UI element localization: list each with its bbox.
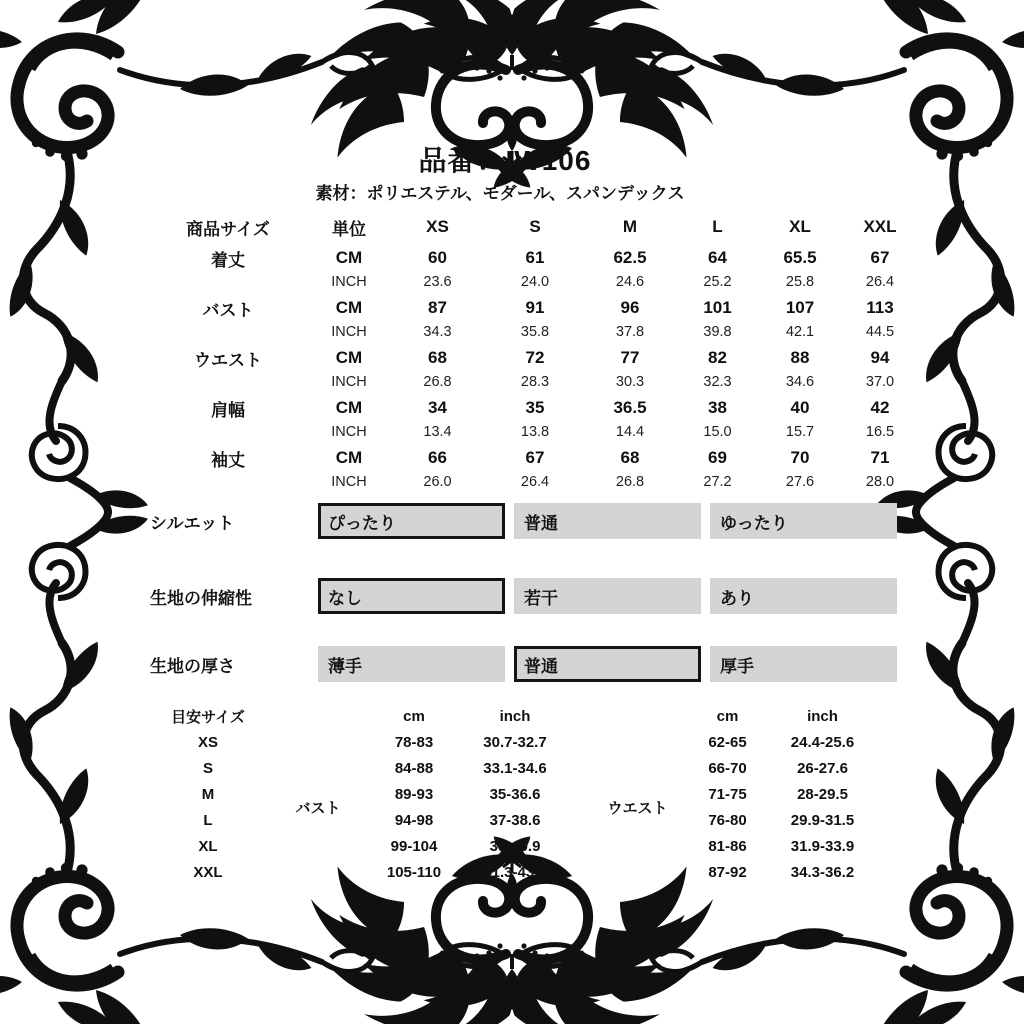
- measure-label: 肩幅: [211, 400, 245, 420]
- value-cell: 42: [870, 398, 890, 417]
- value-cell: 66: [428, 448, 447, 467]
- value-cell: 88: [790, 348, 810, 367]
- value-cell: 61: [525, 248, 545, 267]
- value-cell: 34: [428, 398, 447, 417]
- attribute-row-thickness: [150, 643, 920, 685]
- waist-group-label: ウエスト: [607, 799, 668, 817]
- value-cell: 15.0: [703, 423, 732, 440]
- value-cell: 28.0: [865, 473, 895, 490]
- value-cell: 78-83: [394, 733, 434, 751]
- measure-row-inch: [148, 321, 920, 342]
- value-cell: 62.5: [613, 248, 647, 267]
- value-cell: 14.4: [615, 423, 645, 440]
- value-cell: 24.4-25.6: [790, 733, 855, 751]
- value-cell: 26.8: [615, 473, 645, 490]
- value-cell: 77: [620, 348, 640, 367]
- value-cell: 25.2: [703, 273, 732, 290]
- option-box: 若干: [514, 578, 701, 614]
- value-cell: 107: [785, 298, 815, 317]
- value-cell: 37.8: [615, 323, 645, 340]
- size-table-title: 商品サイズ: [186, 219, 270, 239]
- measure-label: 袖丈: [211, 450, 245, 470]
- value-cell: 96: [620, 298, 640, 317]
- size-table-header-row: [148, 212, 920, 242]
- value-cell: 81-86: [708, 837, 747, 855]
- measure-label: ウエスト: [194, 350, 262, 370]
- value-cell: 82: [708, 348, 727, 367]
- value-cell: 65.5: [783, 248, 817, 267]
- value-cell: 27.6: [785, 473, 815, 490]
- value-cell: 71: [870, 448, 890, 467]
- value-cell: 38: [708, 398, 727, 417]
- value-cell: 94-98: [394, 811, 434, 829]
- reference-row: [148, 781, 875, 807]
- value-cell: 37-38.6: [489, 811, 541, 829]
- value-cell: 16.5: [865, 423, 895, 440]
- size-col-header: M: [622, 217, 638, 236]
- value-cell: 68: [428, 348, 447, 367]
- option-box: ゆったり: [710, 503, 897, 539]
- measure-row-cm: [148, 292, 920, 321]
- unit-cell: INCH: [331, 473, 367, 490]
- ref-size: XS: [197, 733, 218, 751]
- cm-header: cm: [403, 707, 425, 725]
- value-cell: 70: [790, 448, 810, 467]
- reference-table-title: 目安サイズ: [171, 708, 245, 726]
- unit-cell: CM: [335, 298, 363, 317]
- inch-header: inch: [499, 707, 531, 725]
- value-cell: 26.0: [423, 473, 452, 490]
- value-cell: 15.7: [785, 423, 815, 440]
- ref-size: M: [201, 785, 215, 803]
- ref-size: XXL: [193, 863, 223, 881]
- value-cell: 35: [525, 398, 545, 417]
- value-cell: 31.9-33.9: [790, 837, 855, 855]
- reference-header-row: [148, 703, 875, 729]
- measure-row-inch: [148, 271, 920, 292]
- size-col-header: S: [529, 217, 541, 236]
- value-cell: 27.2: [703, 473, 732, 490]
- material-line: 素材：ポリエステル、モダール、スパンデックス: [315, 184, 685, 203]
- value-cell: 33.1-34.6: [483, 759, 547, 777]
- unit-cell: INCH: [331, 323, 367, 340]
- value-cell: 34.3: [423, 323, 452, 340]
- product-number-title: 品番：IW106: [418, 145, 592, 176]
- value-cell: 25.8: [785, 273, 815, 290]
- unit-cell: INCH: [331, 423, 367, 440]
- value-cell: 34.6: [785, 373, 815, 390]
- value-cell: 94: [870, 348, 890, 367]
- value-cell: 24.6: [615, 273, 645, 290]
- reference-row: [148, 833, 875, 859]
- ref-size: S: [202, 759, 213, 777]
- option-box-selected: なし: [318, 578, 505, 614]
- value-cell: 32.3: [703, 373, 732, 390]
- value-cell: 41.3-43.3: [483, 863, 547, 881]
- unit-cell: INCH: [331, 373, 367, 390]
- value-cell: 13.4: [423, 423, 452, 440]
- value-cell: 42.1: [785, 323, 815, 340]
- value-cell: 87: [428, 298, 447, 317]
- value-cell: 37.0: [865, 373, 895, 390]
- unit-cell: CM: [335, 248, 363, 267]
- value-cell: 26.4: [865, 273, 895, 290]
- measure-row-inch: [148, 371, 920, 392]
- value-cell: 34.3-36.2: [790, 863, 855, 881]
- value-cell: 69: [708, 448, 727, 467]
- value-cell: 76-80: [708, 811, 747, 829]
- measure-row-cm: [148, 242, 920, 271]
- value-cell: 26.4: [520, 473, 550, 490]
- value-cell: 87-92: [708, 863, 747, 881]
- value-cell: 36.5: [613, 398, 647, 417]
- value-cell: 35.8: [520, 323, 550, 340]
- value-cell: 40: [790, 398, 810, 417]
- value-cell: 13.8: [520, 423, 550, 440]
- ref-size: L: [203, 811, 213, 829]
- measure-label: 着丈: [211, 250, 245, 270]
- size-col-header: XXL: [863, 217, 897, 236]
- value-cell: 24.0: [520, 273, 550, 290]
- attribute-row-stretch: [150, 575, 920, 617]
- option-box-selected: 普通: [514, 646, 701, 682]
- size-col-header: L: [712, 217, 723, 236]
- measure-label: バスト: [202, 300, 254, 320]
- value-cell: 66-70: [708, 759, 747, 777]
- reference-size-table: [148, 703, 875, 885]
- reference-row: [148, 729, 875, 755]
- value-cell: 39-40.9: [489, 837, 541, 855]
- value-cell: 28.3: [520, 373, 550, 390]
- value-cell: 91: [525, 298, 545, 317]
- value-cell: 26.8: [423, 373, 452, 390]
- attribute-row-silhouette: [150, 500, 920, 542]
- attribute-label: シルエット: [150, 513, 235, 533]
- measure-row-cm: [148, 342, 920, 371]
- value-cell: 99-104: [390, 837, 438, 855]
- measure-row-inch: [148, 421, 920, 442]
- option-box: あり: [710, 578, 897, 614]
- value-cell: 67: [525, 448, 545, 467]
- option-box: 厚手: [710, 646, 897, 682]
- value-cell: 29.9-31.5: [790, 811, 855, 829]
- value-cell: 68: [620, 448, 640, 467]
- value-cell: 60: [428, 248, 447, 267]
- inch-header: inch: [807, 707, 838, 725]
- value-cell: 113: [866, 298, 894, 317]
- measure-row-cm: [148, 442, 920, 471]
- ref-size: XL: [198, 837, 218, 855]
- measure-row-cm: [148, 392, 920, 421]
- value-cell: 71-75: [708, 785, 747, 803]
- value-cell: 35-36.6: [489, 785, 541, 803]
- option-box: 普通: [514, 503, 701, 539]
- measure-row-inch: [148, 471, 920, 492]
- value-cell: 67: [870, 248, 890, 267]
- value-cell: 84-88: [394, 759, 434, 777]
- unit-cell: INCH: [331, 273, 367, 290]
- cm-header: cm: [716, 707, 739, 725]
- value-cell: 101: [703, 298, 732, 317]
- reference-row: [148, 807, 875, 833]
- value-cell: 28-29.5: [797, 785, 848, 803]
- bust-group-label: バスト: [295, 799, 341, 817]
- unit-cell: CM: [335, 398, 363, 417]
- value-cell: 26-27.6: [797, 759, 848, 777]
- value-cell: 72: [525, 348, 545, 367]
- size-col-header: XS: [426, 217, 449, 236]
- value-cell: 23.6: [423, 273, 452, 290]
- reference-row: [148, 859, 875, 885]
- option-box: 薄手: [318, 646, 505, 682]
- attribute-label: 生地の厚さ: [150, 656, 235, 676]
- reference-row: [148, 755, 875, 781]
- value-cell: 30.3: [615, 373, 645, 390]
- value-cell: 89-93: [394, 785, 434, 803]
- option-box-selected: ぴったり: [318, 503, 505, 539]
- unit-cell: CM: [335, 448, 363, 467]
- value-cell: 44.5: [865, 323, 895, 340]
- size-col-header: XL: [789, 217, 811, 236]
- value-cell: 105-110: [386, 863, 442, 881]
- garment-size-table: [148, 212, 920, 492]
- value-cell: 39.8: [703, 323, 732, 340]
- unit-cell: CM: [335, 348, 363, 367]
- value-cell: 30.7-32.7: [483, 733, 547, 751]
- unit-header: 単位: [332, 219, 366, 239]
- value-cell: 62-65: [708, 733, 747, 751]
- value-cell: 64: [708, 248, 727, 267]
- attribute-label: 生地の伸縮性: [150, 588, 252, 608]
